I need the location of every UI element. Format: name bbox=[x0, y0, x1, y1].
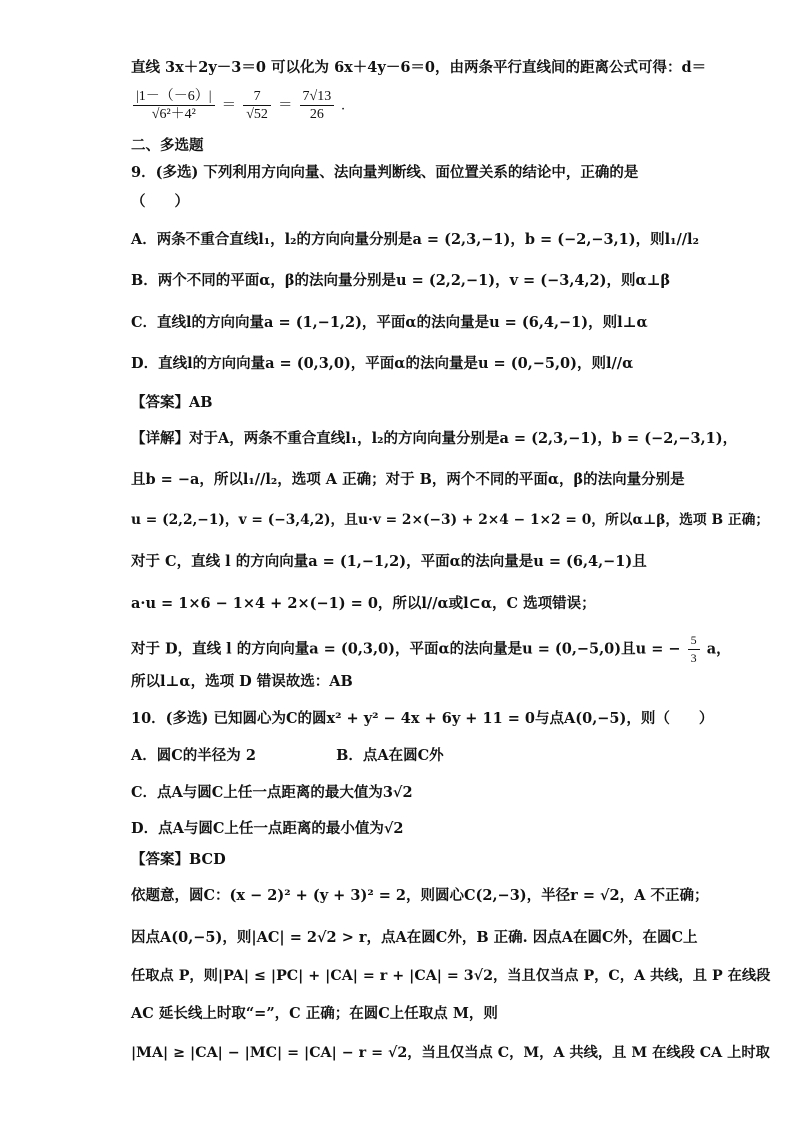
explanation-line: u = (2,2,−1)，v = (−3,4,2)，且u·v = 2×(−3) + 2×4 − 1×2 = 0，所以α⊥β，选项 B 正确； bbox=[131, 512, 770, 528]
fraction bbox=[133, 88, 215, 123]
answer-label: 【答案】AB bbox=[131, 394, 213, 411]
explanation-line: 依题意，圆C：(x − 2)² + (y + 3)² = 2，则圆心C(2,−3)，半径r = √2，A 不正确； bbox=[131, 887, 709, 904]
explanation-line: a·u = 1×6 − 1×4 + 2×(−1) = 0，所以l//α或l⊂α，C 选项错误； bbox=[131, 595, 596, 612]
fraction-numerator: 7√13 bbox=[300, 88, 335, 106]
fraction-denominator: √52 bbox=[246, 107, 268, 122]
question-10-stem: 10．(多选) 已知圆心为C的圆x² + y² − 4x + 6y + 11 = 0与点A(0,−5)，则（ ） bbox=[131, 710, 714, 727]
option-c: C．直线l的方向向量a = (1,−1,2)，平面α的法向量是u = (6,4,−1)，则l⊥α bbox=[131, 314, 648, 331]
option-b: B．两个不同的平面α，β的法向量分别是u = (2,2,−1)，v = (−3,4,2)，则α⊥β bbox=[131, 272, 671, 289]
section-heading: 二、多选题 bbox=[131, 137, 204, 154]
explanation-line: 【详解】对于A，两条不重合直线l₁，l₂的方向向量分别是a = (2,3,−1)，b = (−2,−3,1)， bbox=[131, 430, 738, 447]
fraction-denominator: 3 bbox=[690, 651, 697, 665]
answer-label: 【答案】BCD bbox=[131, 851, 226, 868]
options-row bbox=[131, 746, 444, 766]
explanation-text: a， bbox=[706, 640, 731, 658]
explanation-line: 且b = −a，所以l₁//l₂，选项 A 正确；对于 B，两个不同的平面α，β的法向量分别是 bbox=[131, 471, 685, 488]
fraction bbox=[300, 88, 335, 123]
equals-sign: ＝ bbox=[221, 97, 237, 114]
question-9-stem: 9．(多选) 下列利用方向向量、法向量判断线、面位置关系的结论中，正确的是 bbox=[131, 164, 639, 181]
explanation-line: 对于 C，直线 l 的方向向量a = (1,−1,2)，平面α的法向量是u = (6,4,−1)且 bbox=[131, 553, 647, 570]
fraction-numerator: 5 bbox=[688, 632, 700, 650]
fraction-denominator: 26 bbox=[309, 107, 324, 122]
option-d: D．直线l的方向向量a = (0,3,0)，平面α的法向量是u = (0,−5,0)，则l//α bbox=[131, 355, 634, 372]
explanation-line bbox=[131, 632, 731, 667]
fraction-denominator: √6²＋4² bbox=[151, 107, 196, 122]
option-d: D．点A与圆C上任一点距离的最小值为√2 bbox=[131, 820, 404, 837]
explanation-line: 因点A(0,−5)，则|AC| = 2√2 > r，点A在圆C外，B 正确. 因点A在圆C外，在圆C上 bbox=[131, 929, 698, 946]
period: . bbox=[341, 97, 345, 114]
option-a: A．两条不重合直线l₁，l₂的方向向量分别是a = (2,3,−1)，b = (−2,−3,1)，则l₁//l₂ bbox=[131, 231, 699, 248]
explanation-line: 所以l⊥α，选项 D 错误故选：AB bbox=[131, 673, 353, 690]
text-line: 直线 3x＋2y－3＝0 可以化为 6x＋4y－6＝0，由两条平行直线间的距离公式可得：d＝ bbox=[131, 59, 707, 76]
equals-sign: ＝ bbox=[277, 97, 293, 114]
explanation-line: 任取点 P，则|PA| ≤ |PC| + |CA| = r + |CA| = 3√2，当且仅当点 P，C，A 共线，且 P 在线段 bbox=[131, 968, 771, 984]
fraction-numerator: |1－（－6）| bbox=[133, 88, 215, 106]
option-c: C．点A与圆C上任一点距离的最大值为3√2 bbox=[131, 784, 413, 801]
explanation-text: 对于 D，直线 l 的方向向量a = (0,3,0)，平面α的法向量是u = (0,−5,0)且u = − bbox=[131, 640, 681, 658]
distance-formula-line bbox=[131, 88, 345, 123]
option-b: B．点A在圆C外 bbox=[336, 747, 444, 764]
fraction bbox=[243, 88, 271, 123]
fraction-numerator: 7 bbox=[243, 88, 271, 106]
explanation-line: AC 延长线上时取“=”，C 正确；在圆C上任取点 M，则 bbox=[131, 1005, 498, 1022]
explanation-line: |MA| ≥ |CA| − |MC| = |CA| − r = √2，当且仅当点 C，M，A 共线，且 M 在线段 CA 上时取 bbox=[131, 1045, 770, 1061]
fraction bbox=[688, 632, 700, 667]
option-a: A．圆C的半径为 2 bbox=[131, 747, 256, 764]
answer-blank: （ ） bbox=[131, 193, 189, 210]
